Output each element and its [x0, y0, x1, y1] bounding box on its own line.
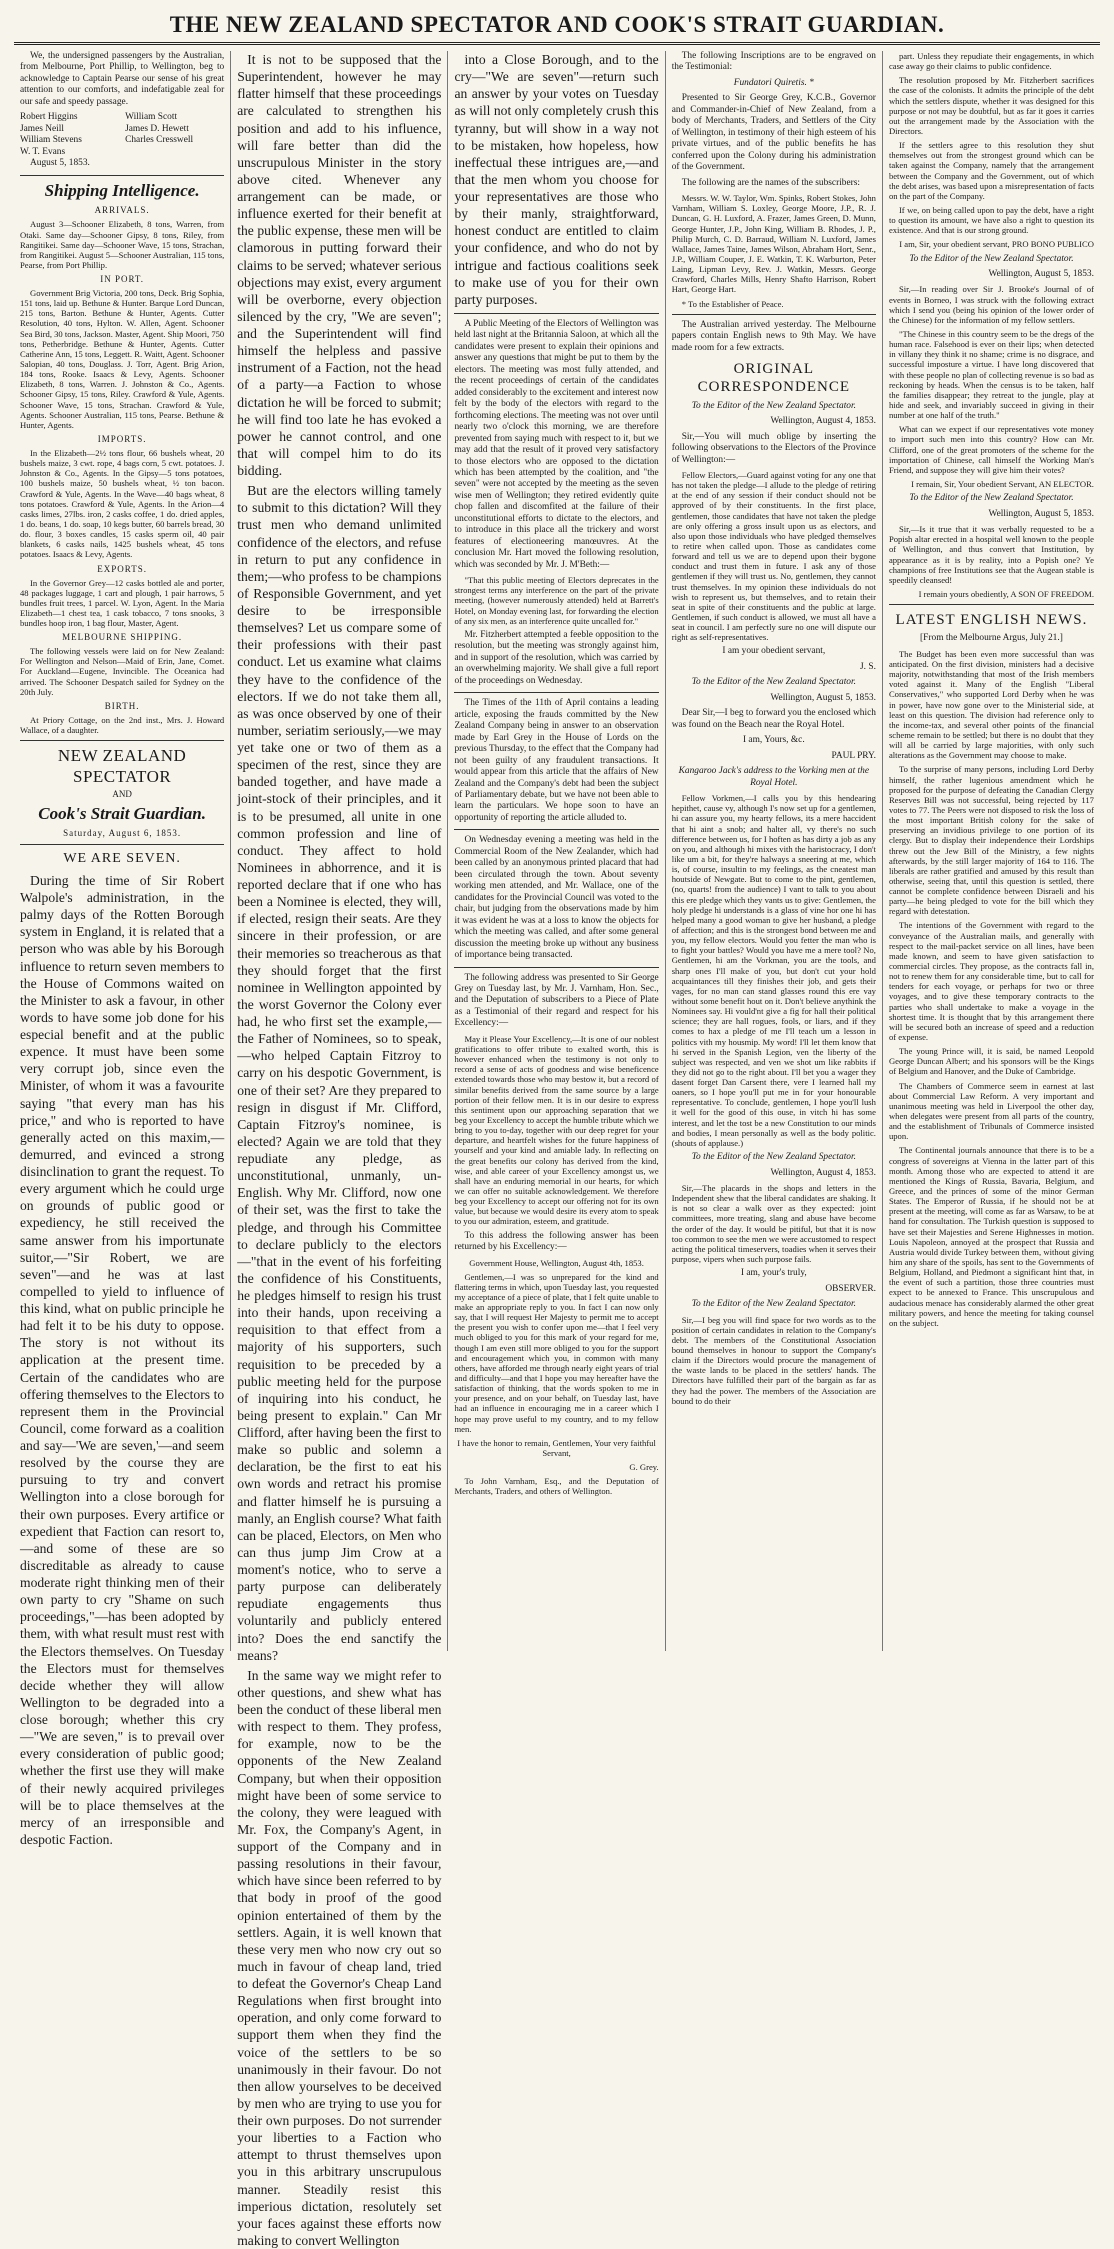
reply-close: I have the honor to remain, Gentlemen, Your very faithful Servant,: [457, 1437, 656, 1459]
news-source: [From the Melbourne Argus, July 21.]: [920, 633, 1063, 644]
column-4: [666, 51, 883, 1651]
wednesday-meeting: On Wednesday evening a meeting was held in the Commercial Room of the New Zealander, which had been called by an anonymous printed placard that had been circulated through the town. About seventy working men attended, and Mr. Wallace, one of the candidates for the Provincial Council was voted to the chair, but judging from the observations made by him it was evident he was at a loss to know the objects for which the meeting was called, and after some general discussion the meeting broke up without any business of importance being transacted.: [454, 835, 659, 961]
kangaroo-title: Kangaroo Jack's address to the Vorking men at the Royal Hotel.: [678, 766, 869, 788]
name: James Neill: [20, 123, 65, 134]
editor-line: To the Editor of the New Zealand Spectator.: [691, 677, 856, 688]
editor-line: To the Editor of the New Zealand Spectator.: [691, 1152, 856, 1163]
letter-date: Wellington, August 4, 1853.: [770, 1167, 876, 1178]
inscriptions-intro: The following Inscriptions are to be engraved on the Testimonial:: [671, 51, 876, 73]
divider: [20, 844, 224, 845]
column-1: [14, 51, 231, 1847]
article-paragraph: During the time of Sir Robert Walpole's administration, in the palmy days of the Rotten Borough system in England, it is related that a person who was able by his Borough influence to return seven members to the House of Commons waited on the Minister to ask a favour, in other words to have some job done for his especial benefit and at the public expence. It must have been some very corrupt job, since even the Minister, of whom it was a favourite saying "that every man has his price," and who is reported to have generally acted on this maxim,—demurred, and evinced a strong disinclination to grant the request. To every argument which he could urge on grounds of public good or expediency, he still received the same answer from his importunate suitor,—"Sir Robert, we are seven"—and he was at last compelled to yield to influence of this kind, what on public principle he had felt it to be his duty to oppose. The story is not without its application at the present time. Certain of the candidates who are offering themselves to the Electors to represent them in the Provincial Council, come forward as a coalition and say—'We are seven,'—and seem resolved by the course they are pursuing to try and convert Wellington into a close borough for their own purposes. Every artifice or expedient that Faction can resort to,—and some of these are so discreditable as already to cause moderate right thinking men of their own party to cry "Shame on such proceedings,"—has been adopted by them, with what result must rest with the Electors themselves. On Tuesday the Electors must for themselves decide whether they will allow Wellington to be degraded into a close borough; whether this cry—"We are seven," is to prevail over every consideration of public good; whether the first use they will make of their newly acquired privileges will be to place themselves at the mercy of an irresponsible and despotic Faction.: [20, 872, 225, 1847]
divider: [20, 740, 224, 741]
letter-close: I am your obedient servant,: [722, 646, 826, 657]
signer: G. Grey.: [629, 1462, 659, 1473]
letter-close: I am, your's truly,: [740, 1268, 807, 1279]
letter-date: Wellington, August 5, 1853.: [988, 508, 1094, 519]
masthead: THE NEW ZEALAND SPECTATOR AND COOK'S STRAIT GUARDIAN.: [14, 8, 1100, 45]
times-note: The Times of the 11th of April contains a leading article, exposing the frauds committed by the New Zealand Company being in answer to an observation made by Earl Grey in the House of Lords on the previous Thursday, to the effect that the Company had not been guilty of any fraudulent transactions. It would appear from this article that the affairs of New Zealand and the Company's debt had been the subject of Parliamentary debate, but we have not been able to learn the particulars. We hope soon to have an opportunity of reporting the article alluded to.: [454, 698, 659, 823]
divider: [454, 967, 658, 968]
paper-date: Saturday, August 6, 1853.: [63, 828, 182, 839]
footnote: * To the Establisher of Peace.: [681, 298, 784, 309]
editor-line: To the Editor of the New Zealand Spectator.: [909, 253, 1074, 264]
letter-text: What can we expect if our representatives vote money to import such men into this country? How can Mr. Clifford, one of the great promoters of the scheme for the importation of Chinese, call himself the Working Man's Friend, and suppose they will give him their votes?: [888, 424, 1094, 475]
latest-news-title: LATEST ENGLISH NEWS.: [895, 612, 1088, 629]
arrivals: August 3—Schooner Elizabeth, 8 tons, Warren, from Otaki. Same day—Schooner Gipsy, 8 tons, Riley, from Rangitikei. Same day—Schooner Wave, 15 tons, Strachan, from Rangitikei. August 5—Schooner Australian, 115 tons, Pearse, from Port Phillip.: [20, 219, 225, 270]
letter-close: I am, Yours, &c.: [742, 735, 805, 746]
news-paragraph: The Budget has been even more successful than was anticipated. On the first division, ministers had a decisive majority, notwithstanding that most of the Irish members voted against it. Many of the English "Liberal Conservatives," who supported Lord Derby when he was in power, have now gone over to the Ministerial side, at least on this question. The division had reference only to the income-tax, and several other points of the financial scheme remain to be settled; but there is no doubt that they will all be carried by large majorities, with only such alterations as the Government may choose to make.: [888, 648, 1094, 761]
birth-heading: BIRTH.: [104, 700, 140, 711]
letter-text: Sir,—In reading over Sir J. Brooke's Journal of of events in Borneo, I was struck with the following extract which I send you (being his opinion of the lower order of the Chinese) for the information of my fellow settlers.: [888, 284, 1094, 325]
letter-date: Wellington, August 4, 1853.: [770, 416, 876, 427]
article-paragraph: It is not to be supposed that the Superintendent, however he may flatter himself that these proceedings are calculated to strengthen his position and add to his influence, will fare better than did the unscrupulous Minister in the story above cited. Whenever any arrangement can be made, or influence exerted for their benefit at the public expense, these men will be clamorous in putting forward their claims to be served; whatever serious objections may exist, every argument will be overborne, every objection silenced by the cry, "We are seven"; and the Superintendent will find himself the helpless and passive instrument of a Faction, not the head of a party—a Faction to whose dictation he will be forced to submit; he will find too late he has evoked a power he cannot control, and one that will compel him to do its bidding.: [237, 52, 442, 478]
divider: [454, 829, 658, 830]
name: Charles Cresswell: [125, 135, 194, 146]
divider: [20, 175, 224, 176]
article-paragraph: But are the electors willing tamely to submit to this dictation? Will they trust men who demand unlimited confidence of the electors, and refuse in return to put any confidence in them;—who profess to be champions of Responsible Government, and yet desire to be irresponsible themselves? Let us compare some of their professions with their past conduct. Let us examine what claims they have to the confidence of the electors. If we do not take them all, as was once observed by one of their number, seriatim seriously,—we may yet take one or two of them as a specimen of the rest, since they are banded together, and have made a joint-stock of their principles, and it is to be presumed, all unite in one common profession and line of conduct. They affect to hold Nominees in abhorrence, and it is reported declare that if one who has been a Nominee is elected, they will, if elected, resign their seats. Are they sincere in their profession, or are their memories so treacherous as that they should forget that the first nominee in Wellington appointed by the worst Governor the Colony ever had, he who first set the example,—the Father of Nominees, so to speak,—who helped Captain Fitzroy to carry on his despotic Government, is one of their set? Are they prepared to resign in disgust if Mr. Clifford, Captain Fitzroy's nominee, is elected? Again we are told that they repudiate any pledge, as unconstitutional, unmanly, un-English. Why Mr. Clifford, now one of their set, was the first to take the pledge, and through his Committee to declare publicly to the electors—"that in the event of his forfeiting the confidence of his Constituents, he pledges himself to resign his trust into their hands, upon receiving a requisition to that effect from a majority of his supporters, such requisition to be preceded by a public meeting held for the purpose of inquiring into his conduct, he being present to explain." Can Mr Clifford, after having been the first to make so public and solemn a declaration, be the first to eat his own words and retract his promise and flatter himself he is pursuing a manly, an English course? What faith can be placed, Electors, on Men who can thus jump Jim Crow at a moment's notice, who to serve a party purpose can deliberately repudiate engagements thus voluntarily and publicly entered into? Does the end sanctify the means?: [237, 483, 442, 1663]
paper-subtitle: Cook's Strait Guardian.: [38, 803, 206, 823]
column-3: [448, 51, 665, 1651]
name: W. T. Evans: [20, 146, 66, 157]
letter-text: part. Unless they repudiate their engagements, in which case away go their claims to public confidence.: [888, 51, 1094, 72]
divider: [889, 604, 1094, 605]
letter-signature: J. S.: [860, 661, 876, 672]
editor-line: To the Editor of the New Zealand Spectator.: [909, 493, 1074, 504]
divider: [672, 314, 876, 315]
passenger-names: [20, 112, 224, 158]
letter-text: The resolution proposed by Mr. Fitzherbert sacrifices the case of the colonists. It admits the principle of the debt which the settlers dispute, whether it was designed for this purpose or not may be doubtful, but as far it goes it carries out the arrangement made by the Association with the Directors.: [888, 75, 1094, 136]
brooke-quote: "The Chinese in this country seem to be the dregs of the human race. Falsehood is ever on their lips; when detected in villany they think it no shame; crime is no disgrace, and successful imposture a virtue. I have long discovered that with these people no plan of collecting revenue is so bad as reckoning by heads. When the census is to be taken, half the families disappear; they retreat to the jungle, play at hide and seek, and invariably succeed in giving in their number at one half of the truth.": [888, 329, 1094, 421]
imports-heading: IMPORTS.: [97, 434, 147, 445]
name: James D. Hewett: [125, 123, 189, 134]
address-text: May it Please Your Excellency,—It is one of our noblest gratifications to offer tribute to exalted worth, this is however enhanced when the testimony is not only to record a sense of acts of goodness and wise beneficence extended towards those who may bestow it, but a record of similar benefits derived from the same source by a large portion of their fellow men. It is in our desire to express this sentiment upon our approaching separation that we beg your Excellency to accept the humble tribute which we bring to you to-day, together with our deep regret for your departure, and heartfelt wishes for the future happiness of yourself and your kind and amiable lady. In reflecting on the great benefits our colony has derived from the kind, wise, and able career of your Excellency amongst us, we shall have an enduring memorial in our hearts, for which we can offer no suitable acknowledgement. We therefore beg your Excellency to accept our offering not for its own value, but because we would desire its every atom to speak to you our admiration, esteem, and gratitude.: [454, 1033, 659, 1227]
news-paragraph: To the surprise of many persons, including Lord Derby himself, the rather lugenious amendment which he proposed for the purpose of defeating the Canadian Clergy Reserves Bill was not successful, being rejected by 117 votes to 77. The Peers were not disposed to risk the loss of the most important British colony for the sake of preserving an invidious privilege to one portion of its clergy. But to display their independence their Lordships threw out the Jew Bill of the Ministry, a few nights afterwards, by the still larger majority of 164 to 116. The liberals are rather gratified and amused by this result than otherwise, seeing that, until this question is settled, there cannot be complete confidence between Disraeli and his party—he being pledged to vote for the bill which they regard with detestation.: [888, 764, 1094, 917]
meeting-report: A Public Meeting of the Electors of Wellington was held last night at the Britannia Saloon, at which all the candidates were present to explain their opinions and answer any questions that might be put to them by the electors. The meeting was most fully attended, and the recent proceedings of certain of the candidates added considerably to the excitement and interest now felt by the body of the electors with regard to the forthcoming elections. The meeting was not over until nearly two o'clock this morning, we are therefore prevented from saying much with respect to it, but we may add that the result of it proved very satisfactory to those electors who are opposed to the dictation which has been attempted by the coalition, and "the seven" were not accepted by the meeting as the seven wise men of Wellington; they retired evidently quite chop fallen and discomfited at the failure of their unconstitutional efforts to dictate to the electors, and to introduce in this place all the trickery and worst features of electioneering manœuvres. At the conclusion Mr. Hart moved the following resolution, which was seconded by Mr. J. M'Beth:—: [454, 318, 659, 570]
inport: Government Brig Victoria, 200 tons, Deck. Brig Sophia, 151 tons, laid up. Bethune & Hunter. Barque Lord Duncan, 215 tons, Barton. Bethune & Hunter, Agents. Cutter Resolution, 40 tons, Hylton. W. Allen, Agent. Schooner Sea Bird, 30 tons, Jackson. Master, Agent. Ship Moori, 750 tons, Petherbridge. Bethune & Hunter, Agents. Cutter Catherine Ann, 15 tons, Leggett. R. Waitt, Agent. Schooner Salopian, 40 tons, Douglass. J. Torr, Agent. Brig Arion, 184 tons, Rooke. Isaacs & Levy, Agents. Schooner Elizabeth, 8 tons, Warren. J. Johnston & Co., Agents. Schooner Gipsy, 15 tons, Riley. Crawford & Yule, Agents. Schooner Wave, 15 tons, Strachan. Crawford & Yule, Agents. Schooner Australian, 115 tons, Pearse. Bethune & Hunter, Agents.: [20, 288, 225, 430]
exports-heading: EXPORTS.: [97, 563, 147, 574]
letter-date: Wellington, August 5, 1853.: [770, 692, 876, 703]
imports: In the Elizabeth—2½ tons flour, 66 bushels wheat, 20 bushels maize, 3 cwt. rope, 4 bags corn, 5 cwt. potatoes. J. Johnston & Co., Agents. In the Gipsy—5 tons potatoes, 100 bushels maize, 50 bushels wheat, ½ ton bacon. Crawford & Yule, Agents. In the Wave—40 bags wheat, 8 tons potatoes. Crawford & Yule, Agents. In the Arion—4 casks limes, 27lbs. iron, 2 casks coffee, 1 do. dried apples, 1 do. beans, 1 do. soap, 10 kegs butter, 60 barrels bread, 30 do. flour, 3 boxes candles, 15 casks sperm oil, 40 pair blankets, 6 casks nails, 1425 bushels wheat, 45 tons potatoes. Isaacs & Levy, Agents.: [20, 448, 225, 560]
article-title: WE ARE SEVEN.: [63, 851, 181, 867]
notice-date: August 5, 1853.: [30, 158, 90, 169]
article-paragraph: into a Close Borough, and to the cry—"We are seven"—return such an answer by your votes on Tuesday as will not only completely crush this tyranny, but will show in a way not to be mistaken, how hopeless, how ineffectual these intrigues are,—and that the men whom you choose for your representatives are those who by their manly, straightforward, honest conduct are entitled to claim your confidence, and who do not by intrigue and factious coalitions seek to make use of you for their own party purposes.: [454, 52, 659, 307]
inport-heading: IN PORT.: [100, 274, 145, 285]
paper-title: NEW ZEALAND SPECTATOR: [57, 746, 187, 786]
name: Robert Higgins: [20, 112, 78, 123]
melbourne-shipping: The following vessels were laid on for New Zealand: For Wellington and Nelson—Maid of Erin, Jane, Comet. For Auckland—Eugene, Invincible. The Oceanica had arrived. The Schooner Despatch sailed for Sydney on the 20th July.: [20, 646, 225, 697]
government-house: Government House, Wellington, August 4th, 1853.: [469, 1257, 644, 1268]
grey-reply: Gentlemen,—I was so unprepared for the kind and flattering terms in which, upon Tuesday last, you requested my acceptance of a piece of plate, that I felt quite unable to make an appropriate reply to you. In fact I can now only say, that I will request Her Majesty to permit me to accept the present you wish to confer upon me—that I feel very much obliged to you for this mark of your regard for me, though I am even still more obliged to you for the support and encouragement which you, in common with many others, have afforded me through nearly eight years of trial and difficulty—and that I hope you may hereafter have the satisfaction of thinking, that the words spoken to me in your presence, and on your behalf, on Tuesday last, have had an influence in encouraging me in a career which I hope may prove useful to my country, and to my fellow men.: [454, 1271, 659, 1434]
letter-text: Sir,—The placards in the shops and letters in the Independent shew that the liberal candidates are shaking. It is not so clear a walk over as they expected: joint committees, more treating, slang and abuse have become the order of the day. It would be pitiful, but that it is now too common to see the men we were accustomed to respect acting the political timeservers, toadies when it serves their purpose, vipers when such purpose fails.: [671, 1182, 876, 1264]
subscribers-list: Messrs. W. W. Taylor, Wm. Spinks, Robert Stokes, John Varnham, William S. Loxley, George Moore, J.P., R. J. Duncan, G. H. Luxford, A. Frazer, James Green, D. Munn, George Hunter, J.P., John King, William B. Rhodes, J. P., Philip Murch, C. D. Barraud, William N. Luxford, James Wallace, James Taine, James Wilson, Abraham Hort, Senr., J.P., William Couper, J. E. Watkin, T. K. Warburton, Peter Laing, Lipman Levy, Rev. J. Watkin, Messrs. George Crawford, Charles Mills, Henry Shafto Harrison, Robert Hart, George Hart.: [671, 193, 876, 295]
letter-text: If the settlers agree to this resolution they shut themselves out from the strongest ground which can be taken against the Company, namely that the arrangement between the Company and the Government, out of which the debt arises, was based upon a misrepresentation of facts on the part of the Company.: [888, 140, 1094, 201]
letter-signature: I remain yours obediently, A SON OF FREEDOM.: [918, 588, 1094, 599]
exports: In the Governor Grey—12 casks bottled ale and porter, 48 packages luggage, 1 cart and plough, 1 pair harrows, 5 bundles fruit trees, 1 parcel. W. Lyon, Agent. In the Maria Elizabeth—1 chest tea, 1 cask tobacco, 7 tons snooks, 3 bundles hoop iron, 1 bag flour, Master, Agent.: [20, 577, 225, 629]
letter-signature: I remain, Sir, Your obedient Servant, AN ELECTOR.: [911, 479, 1094, 489]
name: William Stevens: [20, 135, 82, 146]
kangaroo-address: Fellow Vorkmen,—I calls you by this hendearing hepithet, cause vy, although I's now set up for a gentlemen, hi can assure you, my hearty fellows, its a mere haccident that hi aint a snob; and halter all, vy there's no such difference between us, for I hoften as has dirty a job as any on you, and although hi mixes vith the haristocracy, I don't like um a bit, for they're halways a sneering at me, which is, of course, insultin to my feelings, as the cneatest man houtside of Newgate. But to come to the pint, gentlemen, (no, quarts! from the audience) I vant to talk to you about this ere pledge which they vants us to give: Gentlemen, the holy pledge hi understands is a glass of vine hor one hi has helped many a good woman to give her husband, a pledge of affection; and this is the strongest bond between me and you, my fellow electors. Would you fetter the man who is to fight your battles? Would you have me a mere tool? No, Gentlemen, hi am the Vorkman, you are the tools, and sharp ones I'll make of you, but don't cut your hold acquaintances till they finishes their job, and gets their vages, for no man can stand glasses round this ere vay without some benefit hout on it. Don't believe anythink the Nominees say. Hi vould'nt give a fig for hall their political science; they are hall rogues, fools, or liars, and if they comes to hax a pledge of me I'll teach um a lesson in politics vith my housmip. My word! I'll let them know that hi served in the Spanish Legion, ven the liberty of the subject was respected, and ven we shot um like rabbits if they did not go to the right about. I'll bet you a wager they dasent forget Dan Carsent there, vere I learned hall my oaners, so I hope you'll put me in for your honourable representative. To conclude, gentlemen, I hope you'll lush it well for the good of this ouse, in vitch hi has some interest, and let the tost be a new Constitution to our minds and bodies, I mean personally as well as the body politic. (shouts of applause.): [671, 793, 876, 1148]
answer-intro: To this address the following answer has been returned by his Excellency:—: [454, 1230, 659, 1253]
letter-signature: PAUL PRY.: [831, 750, 876, 761]
melbourne-heading: MELBOURNE SHIPPING.: [62, 632, 183, 643]
shipping-title: Shipping Intelligence.: [44, 180, 200, 200]
inscription-text: Presented to Sir George Grey, K.C.B., Governor and Commander-in-Chief of New Zealand, from a body of Merchants, Traders, and Settlers of the City of Wellington, in testimony of their high esteem of his private virtues, and of the public benefits he has conferred upon the Colony during his administration of the Government.: [671, 93, 876, 173]
arrivals-heading: ARRIVALS.: [94, 205, 150, 216]
correspondence-title: ORIGINAL CORRESPONDENCE: [697, 361, 850, 396]
latin-inscription: Fundatori Quiretis. *: [733, 77, 814, 88]
columns: [14, 51, 1100, 2248]
letter-text: Dear Sir,—I beg to forward you the enclosed which was found on the Beach near the Royal Hotel.: [671, 708, 876, 730]
editor-line: To the Editor of the New Zealand Spectator.: [691, 400, 856, 411]
divider: [454, 692, 658, 693]
addressee: To John Varnham, Esq., and the Deputation of Merchants, Traders, and others of Wellington.: [454, 1476, 659, 1497]
paper-and: AND: [112, 788, 132, 799]
birth-notice: At Priory Cottage, on the 2nd inst., Mrs. J. Howard Wallace, of a daughter.: [20, 714, 225, 735]
news-paragraph: The young Prince will, it is said, be named Leopold George Duncan Albert; and his sponsors will be the Kings of Belgium and Hanover, and the Duke of Cambridge.: [888, 1046, 1094, 1077]
article-paragraph: In the same way we might refer to other questions, and shew what has been the conduct of these liberal men with respect to them. They profess, for example, now to be the opponents of the New Zealand Company, but when their opposition might have been of some service to the colony, they were leagued with Mr. Fox, the Company's Agent, in support of the Company and in passing resolutions in their favour, which have since been referred to by that body in proof of the good opinion entertained of them by the settlers. Again, it is well known that these very men who now cry out so much in favour of cheap land, tried to defeat the Governor's Cheap Land Regulations when first brought into operation, and only come forward to support them when they find the voice of the settlers to be so unanimously in their favour. Do not then allow yourselves to be deceived by men who are trying to use you for their own purposes. Do not surrender your liberties to a Faction who attempt to thrust themselves upon you in this arbitrary unscrupulous manner. Steadily resist this imperious dictation, resolutely set your faces against these efforts now making to convert Wellington: [237, 1667, 442, 2248]
editor-line: To the Editor of the New Zealand Spectator.: [691, 1299, 856, 1310]
subscribers-intro: The following are the names of the subscribers:: [681, 177, 861, 188]
divider: [454, 313, 658, 314]
passenger-notice: We, the undersigned passengers by the Australian, from Melbourne, Port Phillip, to Wellington, beg to acknowledge to Captain Pearse our sense of his great attention to our comforts, and indefatigable zeal for our safe and speedy passage.: [20, 51, 225, 107]
letter-signature: I am, Sir, your obedient servant, PRO BONO PUBLICO: [899, 239, 1094, 250]
meeting-report-end: Mr. Fitzherbert attempted a feeble opposition to the resolution, but the meeting was strongly against him, and in support of the resolution, which was carried by an overwhelming majority. We shall give a full report of the proceedings on Wednesday.: [454, 629, 659, 686]
letter-text: Sir,—Is it true that it was verbally requested to be a Popish altar erected in a hospital well known to the people of Wellington, and thus convert that Institution, by appearance as it is by reality, into a Popish one? Ye champions of free Institutions see that the Augean stable is speedily cleansed!: [888, 524, 1094, 585]
letter-text: If we, on being called upon to pay the debt, have a right to question its amount, we have also a right to question its existence. And that is our strong ground.: [888, 204, 1094, 236]
letter-signature: OBSERVER.: [825, 1283, 876, 1294]
news-paragraph: The intentions of the Government with regard to the conveyance of the Australian mails, and generally with respect to the mail-packet service on all lines, have been made known, and seem to have given satisfaction to commercial circles. They propose, as the contracts fall in, not to renew them for any considerable time, but to call for tenders for each voyage, or perhaps for two or three voyages, and to give these temporary contracts to the parties who shall undertake to make a voyage in the shortest time. It is thought that by this arrangement there will be secured both an increase of speed and a reduction of expense.: [888, 920, 1094, 1043]
letter-text: Sir,—You will much oblige by inserting the following observations to the Electors of the Province of Wellington:—: [671, 431, 876, 465]
news-paragraph: The Chambers of Commerce seem in earnest at last about Commercial Law Reform. A very important and unanimous meeting was held in Liverpool the other day, when delegates were present from all parts of the country, and the establishment of Tribunals of Commerce insisted upon.: [888, 1080, 1094, 1142]
letter-text: Fellow Electors,—Guard against voting for any one that has not taken the pledge—I allude to the pledge of retiring at the end of any session if their conduct should not be approved of by their constituents. In the first place, gentlemen, those candidates that have not taken the pledge are only offering a gross insult upon us as electors, and also upon those individuals who have pledged themselves to retire when called upon. Those as candidates come forward and tell us we are to depend upon their bygone conduct and trust them in future. I ask any of those gentlemen if they will trust us. No, gentlemen, they cannot trust themselves. In my opinion these individuals do not wish to represent us, but themselves, and to retain their seat in spite of their constituents and the public at large. Gentlemen, if such conduct is allowed, we must all have a seat in council. I am perfectly sure no one will dispute our right as self-representatives.: [671, 470, 876, 643]
column-2: [231, 51, 448, 2248]
australian-arrival: The Australian arrived yesterday. The Melbourne papers contain English news to 9th May. We have made room for a few extracts.: [671, 319, 876, 353]
resolution-quote: "That this public meeting of Electors deprecates in the strongest terms any interference on the part of the private meeting, (however numerously attended) held at Barrett's Hotel, on Monday evening last, for forwarding the election of any six men, as an interference quite uncalled for.": [454, 575, 659, 626]
column-5: [883, 51, 1100, 1651]
address-intro: The following address was presented to Sir George Grey on Tuesday last, by Mr. J. Varnham, Hon. Sec., and the Deputation of subscribers to a Piece of Plate as a Testimonial of their regard and respect for his Excellency:—: [454, 972, 659, 1029]
letter-date: Wellington, August 5, 1853.: [988, 269, 1094, 279]
news-paragraph: The Continental journals announce that there is to be a congress of sovereigns at Vienna in the latter part of this month. Among those who are expected to attend it are mentioned the Kings of Russia, Bavaria, Belgium, and Greece, and the princes of some of the minor German States. The Emperor of Russia, if he should not be at present at the meeting, will come as far as Warsaw, to be at hand for consultation. The Turkish question is supposed to have set their Majesties and Serene Highnesses in motion. Louis Napoleon, annoyed at the prospect that Russia and Austria would divide Turkey between them, without giving him any share of the spoils, has sent to the Governments of Belgium, Holland, and Piedmont a significant hint that, in the event of such a partition, those three countries must expect to be annexed to France. This unscrupulous and audacious menace has considerably alarmed the other great military powers, and hence the meeting for taking counsel on the subject.: [888, 1145, 1094, 1328]
name: William Scott: [125, 112, 178, 123]
letter-text: Sir,—I beg you will find space for two words as to the position of certain candidates in relation to the Company's debt. The members of the Constitutional Association bound themselves in honour to support the Company's claim if the Directors would procure the management of the waste lands to be placed in the settlers' hands. The Directors have fulfilled their part of the bargain as far as they had the power. The members of the Association are bound to do their: [671, 1314, 876, 1406]
